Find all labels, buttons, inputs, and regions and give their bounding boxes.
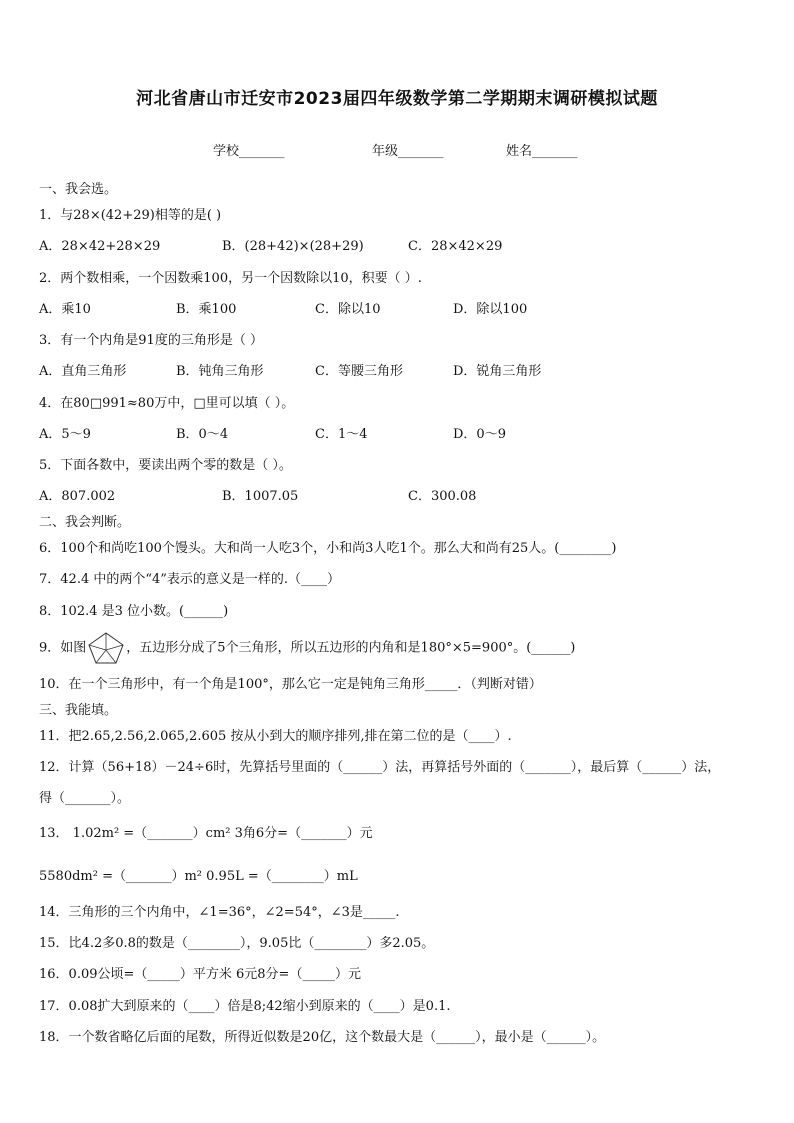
q5-option-a[interactable]: A．807.002 [39,489,116,504]
q4-option-d[interactable]: D．0～9 [453,427,506,442]
q1-option-b[interactable]: B．(28+42)×(28+29) [222,239,364,254]
question-9 [39,631,575,666]
q2-option-a[interactable]: A．乘10 [39,302,91,317]
question-12-line-1: 12．计算（56+18）－24÷6时，先算括号里面的（______）法，再算括号外面的（_______），最后算（______）法， [39,760,721,775]
question-1: 1．与28×(42+29)相等的是( ) [39,208,222,223]
q3-option-c[interactable]: C．等腰三角形 [315,364,403,379]
question-2: 2．两个数相乘，一个因数乘100，另一个因数除以10，积要（ ）. [39,271,422,286]
question-10: 10．在一个三角形中，有一个角是100°，那么它一定是钝角三角形_____．（判断对错） [39,677,542,692]
question-8: 8．102.4 是3 位小数。(______) [39,604,229,619]
school-field[interactable]: 学校_______ [213,144,285,159]
q2-option-c[interactable]: C．除以10 [315,302,381,317]
q3-option-b[interactable]: B．钝角三角形 [176,364,264,379]
q3-option-d[interactable]: D．锐角三角形 [453,364,542,379]
section-heading-judge: 二、我会判断。 [39,515,131,530]
question-18: 18．一个数省略亿后面的尾数，所得近似数是20亿，这个数最大是（______），最小是（______）。 [39,1030,606,1045]
question-9-text: ，五边形分成了5个三角形，所以五边形的内角和是180°×5=900°。(______) [126,640,576,656]
question-3: 3．有一个内角是91度的三角形是（ ） [39,333,263,348]
q5-option-b[interactable]: B．1007.05 [222,489,299,504]
page-title: 河北省唐山市迁安市2023届四年级数学第二学期期末调研模拟试题 [136,89,658,109]
q2-option-b[interactable]: B．乘100 [176,302,237,317]
question-5: 5．下面各数中，要读出两个零的数是（ ）。 [39,458,292,473]
section-heading-choose: 一、我会选。 [39,182,118,197]
q1-option-c[interactable]: C．28×42×29 [408,239,503,254]
question-13-line-2: 5580dm² =（_______）m² 0.95L =（________）mL [39,869,358,884]
question-15: 15．比4.2多0.8的数是（________），9.05比（________）多2.05。 [39,936,435,951]
q4-option-b[interactable]: B．0～4 [176,427,229,442]
q4-option-a[interactable]: A．5～9 [39,427,91,442]
q4-option-c[interactable]: C．1～4 [315,427,368,442]
name-field[interactable]: 姓名_______ [506,144,578,159]
pentagon-figure [87,631,125,665]
question-4: 4．在80□991≈80万中，□里可以填（ ）。 [39,396,295,411]
question-11: 11．把2.65,2.56,2.065,2.605 按从小到大的顺序排列,排在第二位的是（____）. [39,729,512,744]
question-13-line-1: 13． 1.02m² =（_______）cm² 3角6分=（_______）元 [39,826,373,841]
section-heading-fill: 三、我能填。 [39,703,118,718]
q1-option-a[interactable]: A．28×42+28×29 [39,239,161,254]
question-7: 7．42.4 中的两个“4”表示的意义是一样的.（____） [39,572,341,587]
q3-option-a[interactable]: A．直角三角形 [39,364,127,379]
question-9-prefix: 9．如图 [39,640,87,656]
question-12-line-2: 得（_______）。 [39,791,131,806]
question-16: 16．0.09公顷=（_____）平方米 6元8分=（_____）元 [39,967,361,982]
q2-option-d[interactable]: D．除以100 [453,302,528,317]
question-14: 14．三角形的三个内角中，∠1=36°，∠2=54°，∠3是_____. [39,905,400,920]
grade-field[interactable]: 年级_______ [372,144,444,159]
question-17: 17．0.08扩大到原来的（____）倍是8;42缩小到原来的（____）是0.1. [39,999,451,1014]
q5-option-c[interactable]: C．300.08 [408,489,477,504]
question-6: 6．100个和尚吃100个馒头。大和尚一人吃3个，小和尚3人吃1个。那么大和尚有25人。(________) [39,541,617,556]
